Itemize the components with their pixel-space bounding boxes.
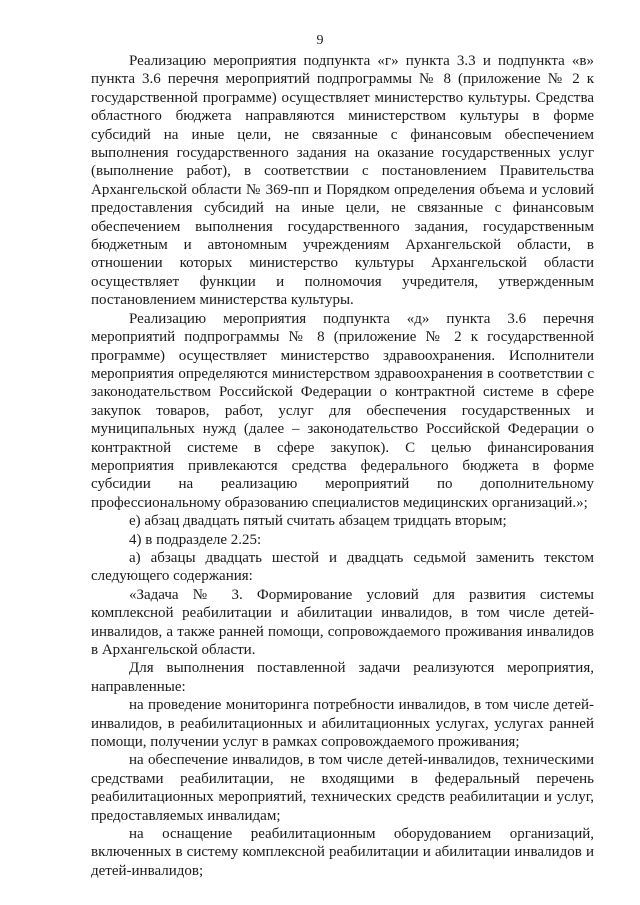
paragraph: 4) в подразделе 2.25: bbox=[129, 531, 262, 548]
paragraph: Для выполнения поставленной задачи реализуются мероприятия, направленные: bbox=[91, 660, 594, 695]
page-number: 9 bbox=[316, 33, 324, 48]
paragraph: е) абзац двадцать пятый считать абзацем тридцать вторым; bbox=[129, 513, 507, 530]
paragraph: «Задача № 3. Формирование условий для развития системы комплексной реабилитации и абилитации инвалидов, в том числе детей-инвалидов, а также ранней помощи, сопровождаемого проживания инвалидов в Архангельской области. bbox=[91, 586, 594, 658]
paragraph: на проведение мониторинга потребности инвалидов, в том числе детей-инвалидов, в реабилитационных и абилитационных услугах, услугах ранней помощи, получении услуг в рамках сопровождаемого проживания; bbox=[91, 697, 594, 751]
paragraph: Реализацию мероприятия подпункта «д» пункта 3.6 перечня мероприятий подпрограммы № 8 (приложение № 2 к государственной программе) осуществляет министерство здравоохранения. Исполнители мероприятия определяются министерством здравоохранения в соответствии с законодательством Российской Федерации о контрактной системе в сфере закупок товаров, работ, услуг для обеспечения государственных и муниципальных нужд (далее – законодательство Российской Федерации о контрактной системе в сфере закупок). С целью финансирования мероприятия привлекаются средства федерального бюджета в форме субсидии на реализацию мероприятий по дополнительному профессиональному образованию специалистов медицинских организаций.»; bbox=[91, 310, 594, 511]
document-body bbox=[91, 52, 594, 880]
paragraph: на оснащение реабилитационным оборудованием организаций, включенных в систему комплексной реабилитации и абилитации инвалидов и детей-инвалидов; bbox=[91, 826, 594, 879]
paragraph: на обеспечение инвалидов, в том числе детей-инвалидов, техническими средствами реабилитации, не входящими в федеральный перечень реабилитационных мероприятий, технических средств реабилитации и услуг, предоставляемых инвалидам; bbox=[91, 752, 594, 824]
paragraph: Реализацию мероприятия подпункта «г» пункта 3.3 и подпункта «в» пункта 3.6 перечня мероприятий подпрограммы № 8 (приложение № 2 к государственной программе) осуществляет министерство культуры. Средства областного бюджета направляются министерством культуры в форме субсидий на иные цели, не связанные с финансовым обеспечением выполнения государственного задания на оказание государственных услуг (выполнение работ), в соответствии с постановлением Правительства Архангельской области № 369-пп и Порядком определения объема и условий предоставления субсидий на иные цели, не связанные с финансовым обеспечением выполнения государственного задания, государственным бюджетным и автономным учреждениям Архангельской области, в отношении которых министерство культуры Архангельской области осуществляет функции и полномочия учредителя, утвержденным постановлением министерства культуры. bbox=[91, 53, 594, 309]
paragraph: а) абзацы двадцать шестой и двадцать седьмой заменить текстом следующего содержания: bbox=[91, 549, 594, 585]
